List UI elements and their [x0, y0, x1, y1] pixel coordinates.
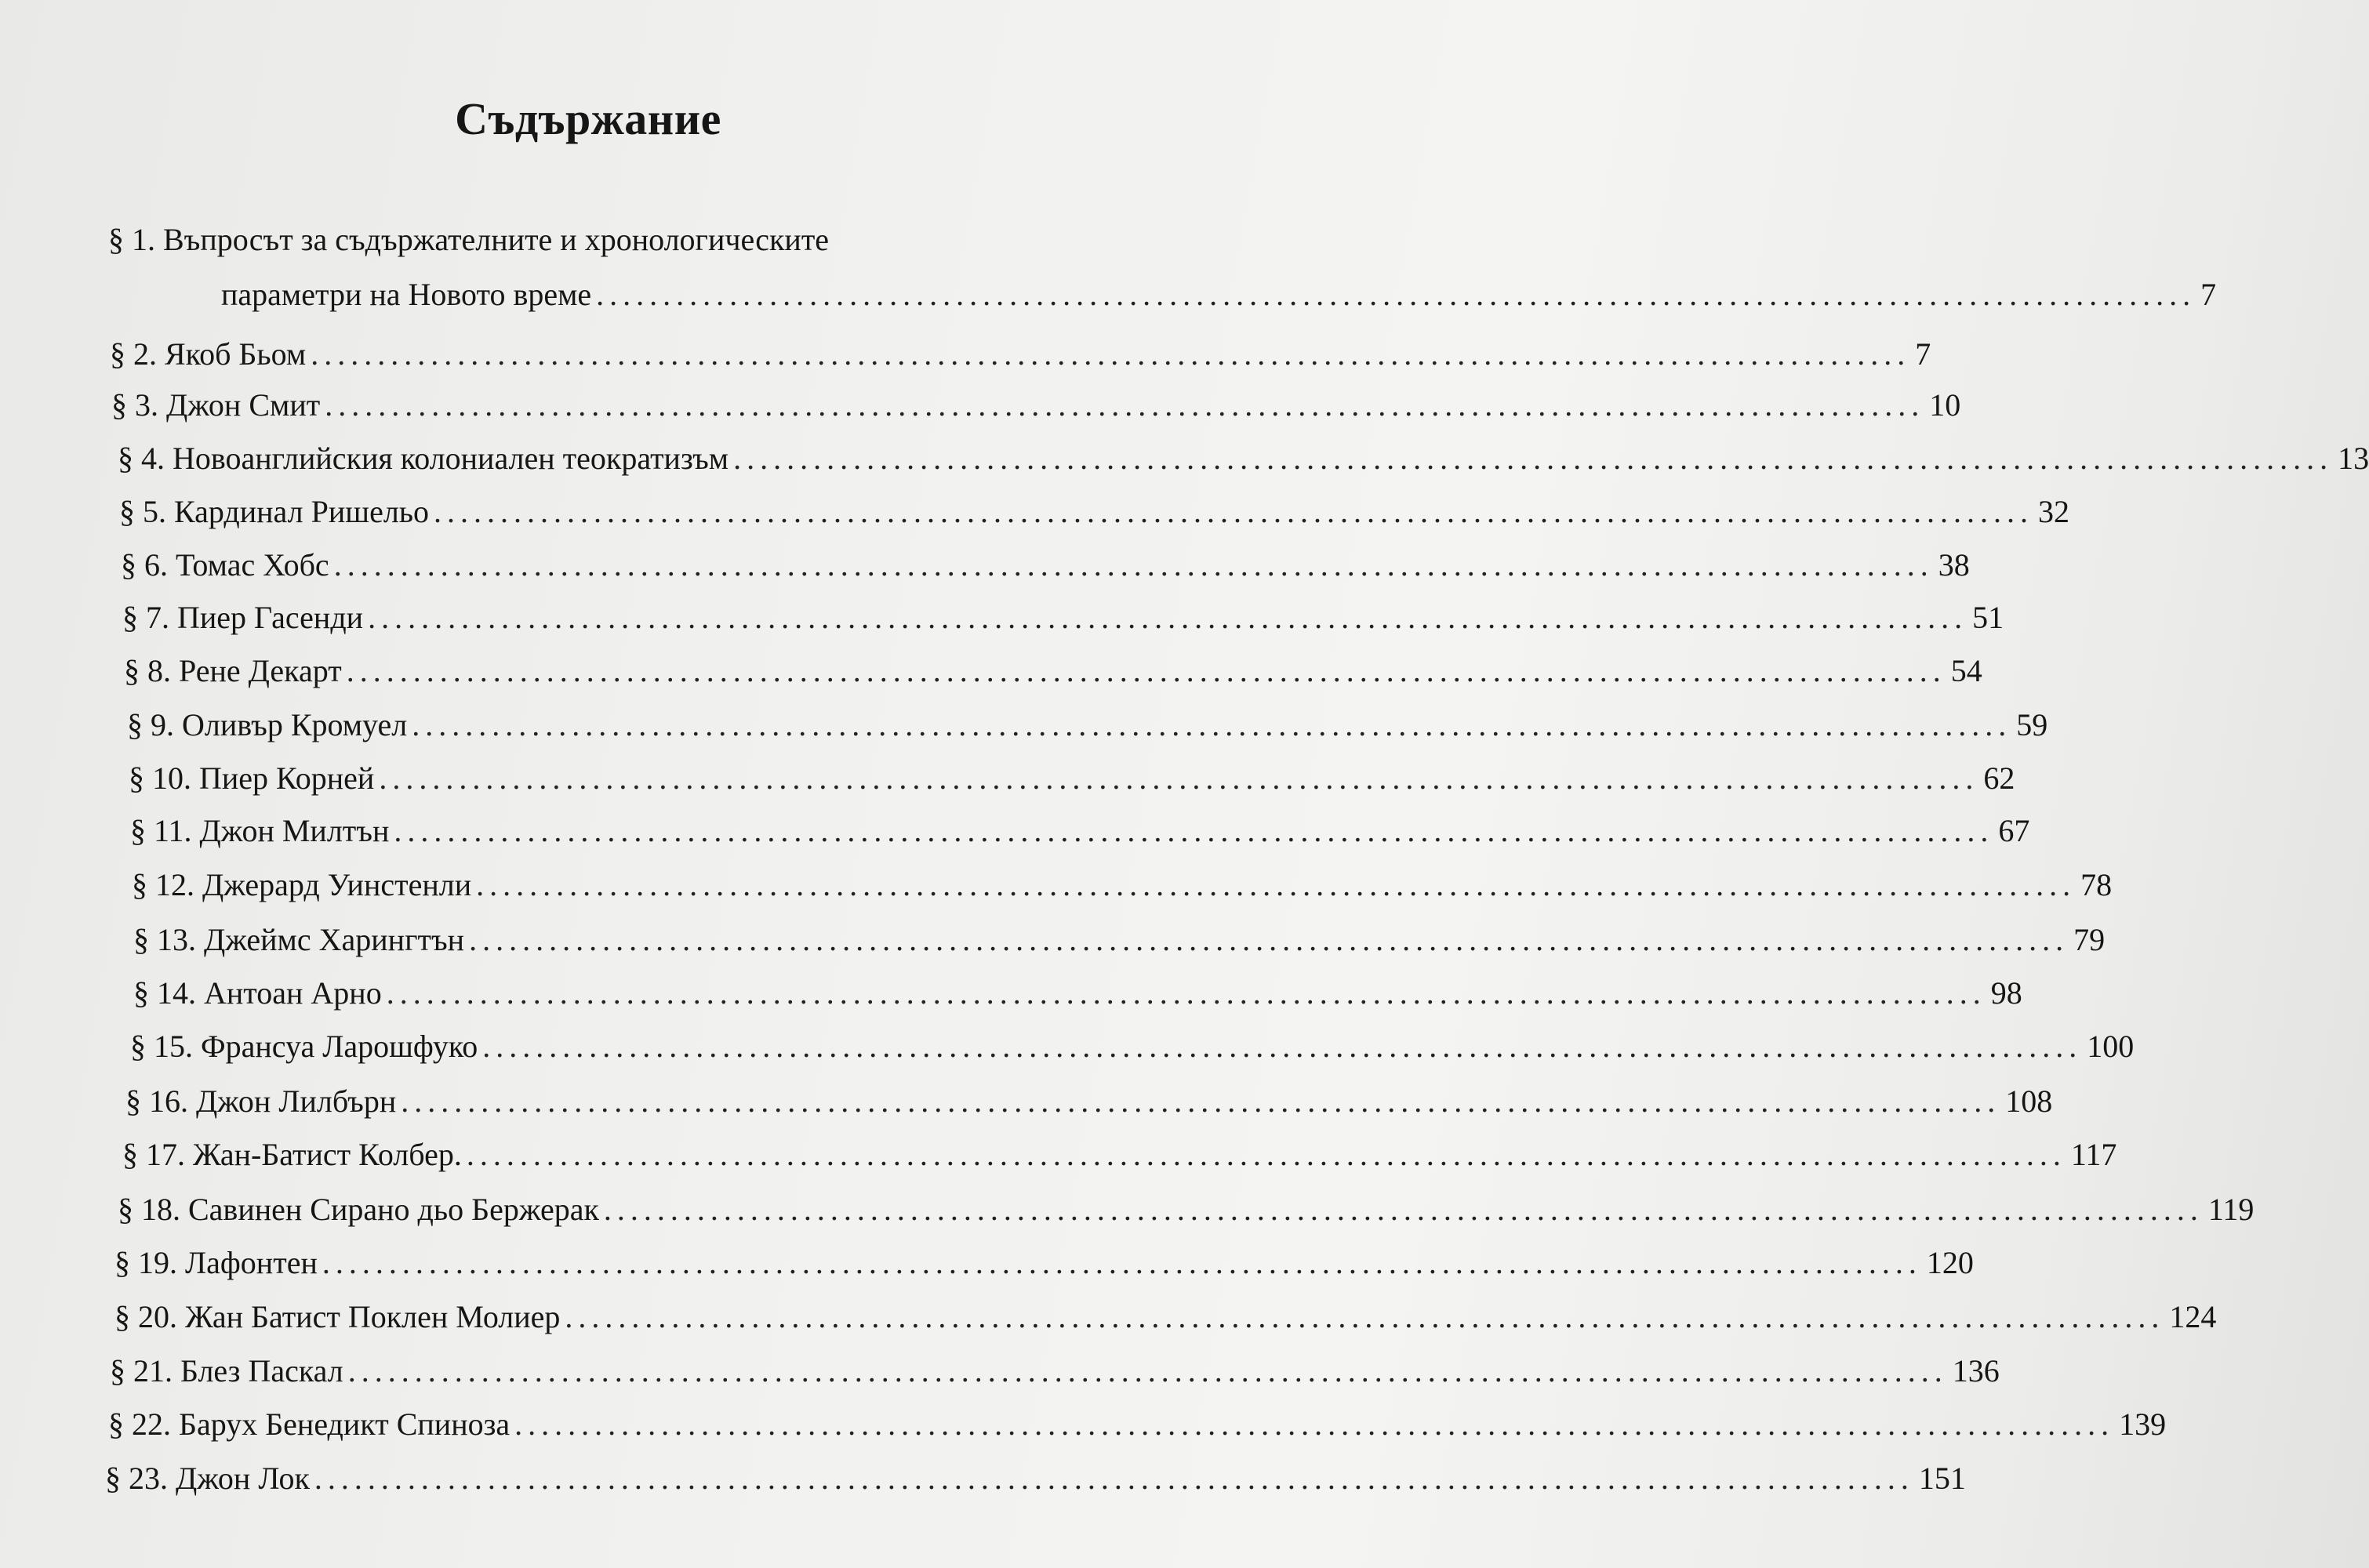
toc-entry-label: § 19. Лафонтен: [114, 1245, 318, 1280]
toc-entry-label: § 6. Томас Хобс: [121, 547, 329, 583]
toc-entry-page: 13: [2338, 441, 2369, 476]
toc-entry-label: § 23. Джон Лок: [105, 1461, 310, 1496]
toc-entry-label: § 3. Джон Смит: [111, 387, 321, 423]
toc-entry-17: [122, 1136, 2117, 1174]
dot-leader: ........................................................................................................................: [368, 600, 1968, 635]
toc-entry-21: [110, 1352, 2000, 1390]
toc-entry-label: § 12. Джерард Уинстенли: [132, 867, 472, 902]
toc-entry-2: [110, 336, 1931, 373]
toc-entry-page: 38: [1938, 547, 1970, 583]
toc-entry-label: § 5. Кардинал Ришельо: [119, 494, 430, 529]
toc-entry-page: 119: [2207, 1192, 2255, 1227]
toc-entry-label: § 18. Савинен Сирано дьо Бержерак: [118, 1192, 599, 1227]
dot-leader: ........................................................................................................................: [333, 547, 1934, 583]
dot-leader: ........................................................................................................................: [394, 813, 1994, 848]
dot-leader: ........................................................................................................................: [379, 760, 1979, 796]
toc-entry-page: 32: [2038, 494, 2070, 529]
dot-leader: ........................................................................................................................: [469, 922, 2069, 957]
toc-entry-page: 78: [2080, 867, 2113, 902]
dot-leader: ........................................................................................................................: [322, 1245, 1922, 1280]
toc-entry-label: § 7. Пиер Гасенди: [122, 600, 364, 635]
toc-entry-label: § 8. Рене Декарт: [124, 653, 342, 688]
toc-entry-8: [124, 652, 1982, 690]
toc-entry-23: [105, 1460, 1966, 1497]
toc-entry-label: § 20. Жан Батист Поклен Молиер: [114, 1299, 561, 1334]
dot-leader: ........................................................................................................................: [603, 1192, 2204, 1227]
toc-entry-label: параметри на Новото време: [221, 277, 592, 312]
toc-entry-11: [130, 812, 2030, 850]
dot-leader: ........................................................................................................................: [412, 707, 2012, 742]
toc-entry-page: 100: [2087, 1029, 2135, 1064]
toc-entry-13: [133, 921, 2106, 959]
toc-entry-page: 62: [1983, 760, 2015, 796]
toc-entry-page: 7: [1915, 336, 1931, 372]
toc-entry-page: 120: [1926, 1245, 1974, 1280]
toc-entry-12: [132, 866, 2113, 904]
dot-leader: ........................................................................................................................: [434, 494, 2034, 529]
toc-entry-20: [114, 1298, 2217, 1336]
dot-leader: ........................................................................................................................: [386, 975, 1986, 1011]
toc-entry-9: [127, 706, 2048, 744]
toc-entry-page: 151: [1918, 1461, 1966, 1496]
toc-entry-14: [133, 975, 2022, 1012]
toc-entry-7: [122, 599, 2004, 637]
dot-leader: ........................................................................................................................: [325, 387, 1925, 423]
dot-leader: ........................................................................................................................: [482, 1029, 2083, 1064]
toc-entry-page: 79: [2073, 922, 2106, 957]
toc-entry-label: § 10. Пиер Корней: [129, 760, 375, 796]
toc-entry-label: § 21. Блез Паскал: [110, 1353, 343, 1388]
toc-entry-page: 59: [2016, 707, 2048, 742]
dot-leader: ........................................................................................................................: [514, 1406, 2115, 1442]
toc-entry-label: § 1. Въпросът за съдържателните и хронологическите: [108, 222, 830, 257]
toc-entry-22: [108, 1406, 2167, 1443]
toc-entry-page: 67: [1998, 813, 2030, 848]
dot-leader: ........................................................................................................................: [346, 653, 1946, 688]
page-title: Съдържание: [455, 93, 721, 144]
dot-leader: ........................................................................................................................: [347, 1353, 1948, 1388]
toc-entry-16: [125, 1083, 2053, 1120]
toc-entry-page: 124: [2169, 1299, 2217, 1334]
toc-entry-19: [114, 1244, 1974, 1282]
toc-entry-page: 108: [2005, 1083, 2053, 1119]
toc-entry-label: § 22. Барух Бенедикт Спиноза: [108, 1406, 510, 1442]
toc-entry-label: § 16. Джон Лилбърн: [125, 1083, 397, 1119]
toc-entry-page: 139: [2119, 1406, 2167, 1442]
toc-entry-18: [118, 1191, 2255, 1229]
dot-leader: ........................................................................................................................: [314, 1461, 1914, 1496]
dot-leader: ........................................................................................................................: [733, 441, 2334, 476]
toc-entry-4: [118, 440, 2369, 477]
toc-entry-5: [119, 493, 2070, 531]
toc-entry-10: [129, 760, 2015, 797]
dot-leader: ........................................................................................................................: [476, 867, 2077, 902]
toc-entry-page: 7: [2200, 277, 2217, 312]
dot-leader: ........................................................................................................................: [596, 277, 2196, 312]
dot-leader: ........................................................................................................................: [311, 336, 1911, 372]
toc-entry-label: § 15. Франсуа Ларошфуко: [130, 1029, 478, 1064]
toc-entry-1-line-2: [221, 276, 2217, 314]
toc-entry-1-line-1: [108, 221, 1034, 259]
dot-leader: ........................................................................................................................: [466, 1137, 2066, 1172]
toc-entry-3: [111, 387, 1961, 424]
toc-entry-label: § 9. Оливър Кромуел: [127, 707, 408, 742]
dot-leader: ........................................................................................................................: [401, 1083, 2001, 1119]
toc-entry-page: 98: [1990, 975, 2022, 1011]
toc-entry-label: § 11. Джон Милтън: [130, 813, 390, 848]
toc-entry-6: [121, 546, 1970, 584]
toc-entry-label: § 14. Антоан Арно: [133, 975, 382, 1011]
toc-entry-page: 54: [1950, 653, 1982, 688]
toc-entry-15: [130, 1028, 2135, 1065]
toc-entry-page: 117: [2070, 1137, 2117, 1172]
toc-entry-page: 136: [1952, 1353, 2000, 1388]
toc-entry-label: § 13. Джеймс Харингтън: [133, 922, 465, 957]
toc-entry-page: 51: [1972, 600, 2004, 635]
toc-entry-label: § 2. Якоб Бьом: [110, 336, 307, 372]
toc-entry-label: § 17. Жан-Батист Колбер.: [122, 1137, 462, 1172]
dot-leader: ........................................................................................................................: [565, 1299, 2165, 1334]
toc-entry-page: 10: [1929, 387, 1961, 423]
toc-entry-label: § 4. Новоанглийския колониален теократизъм: [118, 441, 729, 476]
